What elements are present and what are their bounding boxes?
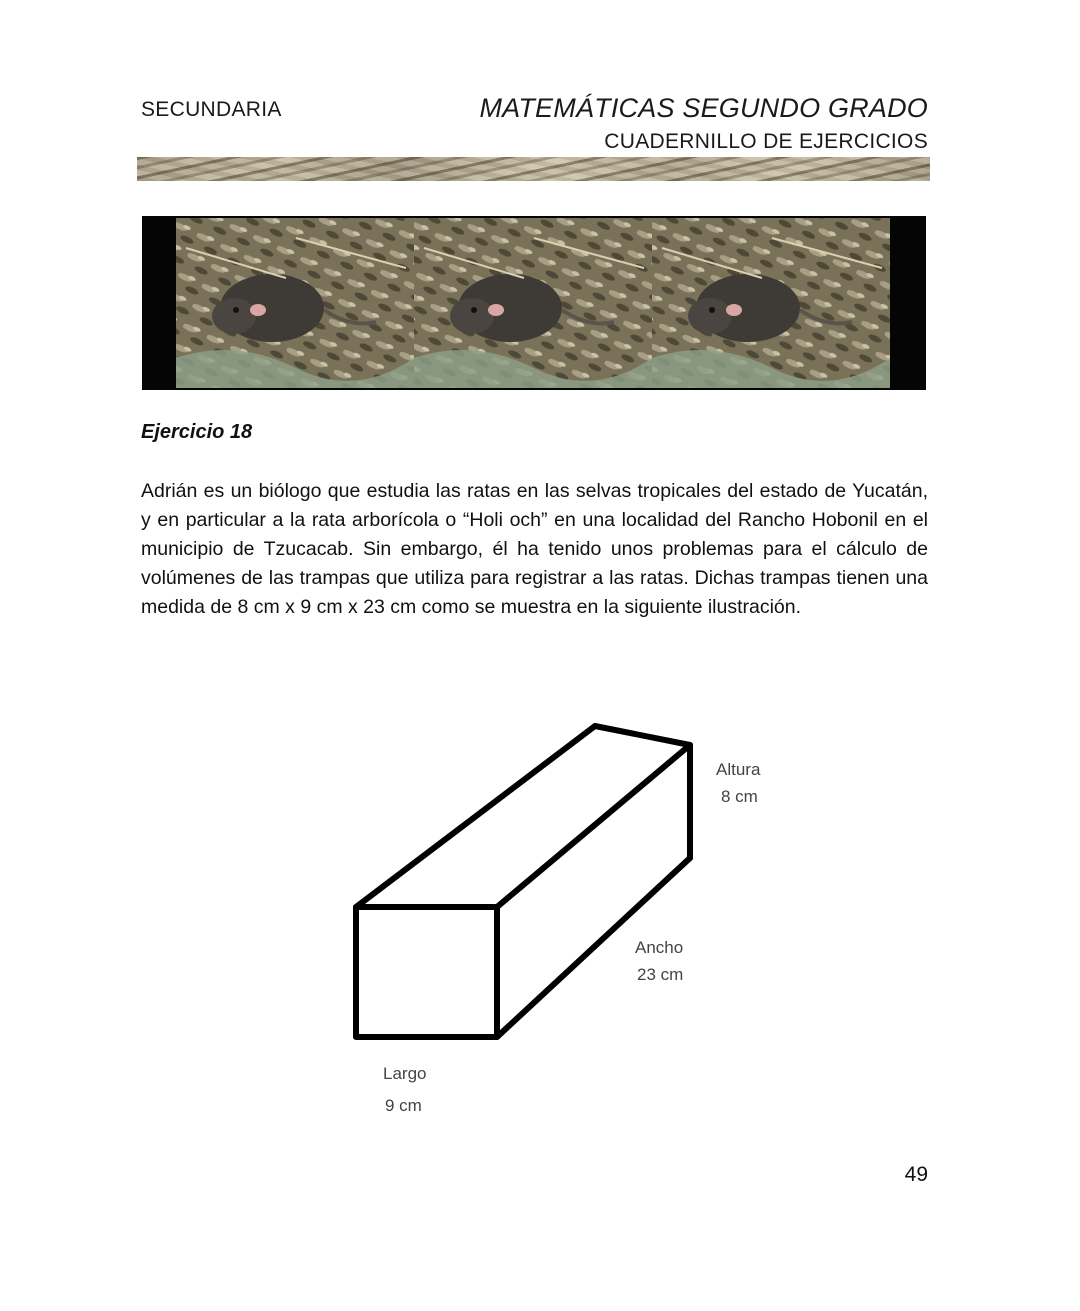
trap-box-diagram [340,710,800,1130]
rat-photo-image [414,218,652,388]
rat-photo-tile [176,218,414,388]
rat-photo-strip [142,216,926,390]
header-title: MATEMÁTICAS SEGUNDO GRADO [479,93,928,123]
ancho-value: 23 cm [637,965,684,984]
altura-value: 8 cm [721,787,758,806]
largo-label [383,1058,426,1122]
rat-photo-image [176,218,414,388]
rat-photo-tile [414,218,652,388]
largo-name: Largo [383,1064,427,1083]
header-texture-band [137,157,930,181]
altura-name: Altura [716,760,761,779]
header-subtitle: CUADERNILLO DE EJERCICIOS [604,130,928,153]
rat-photo-tile [652,218,890,388]
rat-photo-image [652,218,890,388]
ancho-label [635,934,683,988]
box-front-face [356,907,497,1037]
ancho-name: Ancho [635,938,684,957]
box-top-back-edge [595,726,690,745]
altura-label [716,756,760,810]
box-top-left-edge [356,726,595,907]
exercise-title: Ejercicio 18 [141,421,253,443]
page-number: 49 [904,1163,928,1186]
exercise-paragraph: Adrián es un biólogo que estudia las ratas en las selvas tropicales del estado de Yucatán, y en particular a la rata arborícola o “Holi och” en una localidad del Rancho Hobonil en el municipio de Tzucacab. Sin embargo, él ha tenido unos problemas para el cálculo de volúmenes de las trampas que utiliza para registrar a las ratas. Dichas trampas tienen una medida de 8 cm x 9 cm x 23 cm como se muestra en la siguiente ilustración. [141,480,928,618]
largo-value: 9 cm [385,1096,422,1115]
header-level: SECUNDARIA [141,98,282,121]
